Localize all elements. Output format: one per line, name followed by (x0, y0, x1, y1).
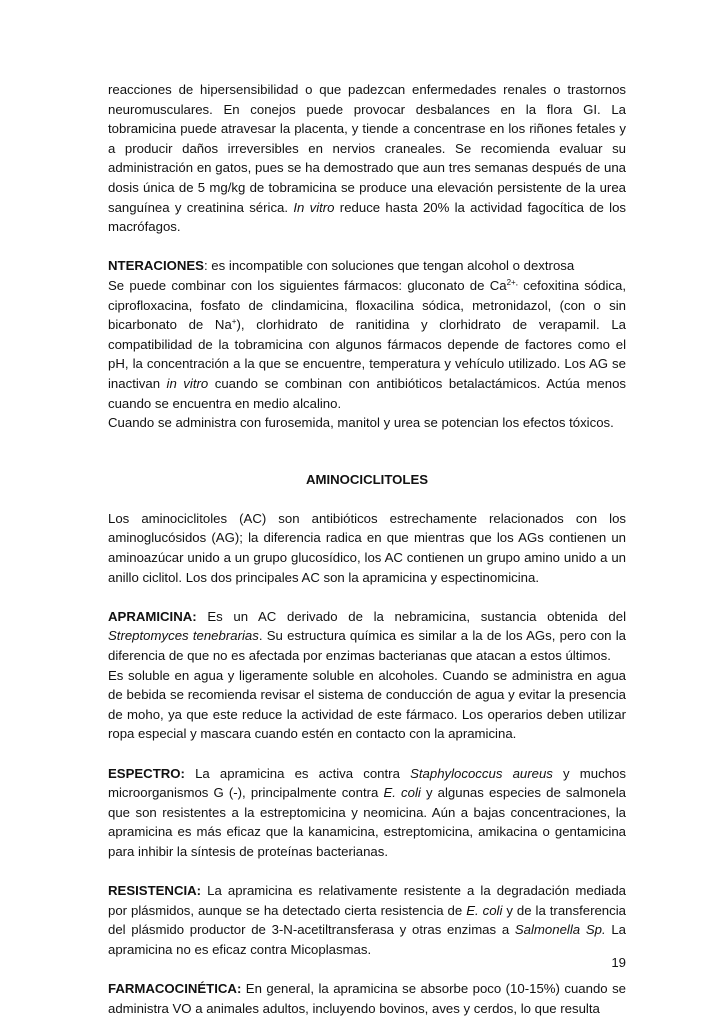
paragraph-farmacocinetica: FARMACOCINÉTICA: En general, la apramicina se absorbe poco (10-15%) cuando se administra VO a animales adultos, incluyendo bovinos, aves y cerdos, lo que resulta (108, 981, 626, 1016)
document-body (108, 80, 626, 1018)
spacer (108, 237, 626, 257)
paragraph-apramicina: APRAMICINA: Es un AC derivado de la nebramicina, sustancia obtenida del Streptomyces tenebrarias. Su estructura química es similar a la de los AGs, pero con la diferencia de que no es afectada por enzimas bacterianas que atacan a estos últimos. (108, 608, 626, 664)
paragraph-tobramicina-efectos: reacciones de hipersensibilidad o que padezcan enfermedades renales o trastornos neuromusculares. En conejos puede provocar desbalances en la flora GI. La tobramicina puede atravesar la placenta, y tiende a concentrase en los riñones fetales y a producir daños irreversibles en nervios craneales. Se recomienda evaluar su administración en gatos, pues se ha demostrado que aun tres semanas después de una dosis única de 5 mg/kg de tobramicina se produce una elevación persistente de la urea sanguínea y creatinina sérica. In vitro reduce hasta 20% la actividad fagocítica de los macrófagos. (108, 82, 627, 235)
spacer (108, 862, 626, 882)
page-number: 19 (611, 955, 626, 970)
paragraph-interacciones: NTERACIONES: es incompatible con soluciones que tengan alcohol o dextrosa (108, 258, 575, 274)
paragraph-furosemida: Cuando se administra con furosemida, manitol y urea se potencian los efectos tóxicos. (108, 415, 614, 431)
spacer (108, 960, 626, 980)
paragraph-solubilidad: Es soluble en agua y ligeramente soluble en alcoholes. Cuando se administra en agua de bebida se recomienda revisar el sistema de conducción de agua y evitar la presencia de moho, ya que este reduce la actividad de este fármaco. Los operarios deben utilizar ropa especial y mascara cuando estén en contacto con la apramicina. (108, 667, 626, 742)
paragraph-compatibilidad: Se puede combinar con los siguientes fármacos: gluconato de $Ca^{2+,}$ cefoxitina sódica, ciprofloxacina, fosfato de clindamicina, floxacilina sódica, metronidazol, (con o sin bicarbonato de Na+), clorhidrato de ranitidina y clorhidrato de verapamil. La compatibilidad de la tobramicina con algunos fármacos depende de factores como el pH, la concentración a la que se encuentre, temperatura y vehículo utilizado. Los AG se inactivan in vitro cuando se combinan con antibióticos betalactámicos. Actúa menos cuando se encuentra en medio alcalino. (108, 277, 627, 411)
interacciones-label: NTERACIONES (108, 258, 204, 274)
spacer (108, 433, 626, 470)
paragraph-aminociclitoles: Los aminociclitoles (AC) son antibióticos estrechamente relacionados con los aminoglucósidos (AG); la diferencia radica en que mientras que los AGs contienen un aminoazúcar unido a un grupo glucosídico, los AC contienen un grupo amino unido a un anillo ciclitol. Los dos principales AC son la apramicina y espectinomicina. (108, 510, 626, 585)
spacer (108, 744, 626, 764)
section-title: AMINOCICLITOLES (305, 471, 429, 487)
farmacocinetica-label: FARMACOCINÉTICA: (108, 981, 242, 997)
resistencia-label: RESISTENCIA: (108, 883, 202, 899)
espectro-label: ESPECTRO: (108, 765, 185, 781)
spacer (108, 587, 626, 607)
paragraph-resistencia: RESISTENCIA: La apramicina es relativamente resistente a la degradación mediada por plásmidos, aunque se ha detectado cierta resistencia de E. coli y de la transferencia del plásmido productor de 3-N-acetiltransferasa y otras enzimas a Salmonella Sp. La apramicina no es eficaz contra Micoplasmas. (108, 883, 627, 957)
apramicina-label: APRAMICINA: (108, 608, 197, 624)
paragraph-espectro: ESPECTRO: La apramicina es activa contra Staphylococcus aureus y muchos microorganismos G (-), principalmente contra E. coli y algunas especies de salmonela que son resistentes a la estreptomicina y neomicina. Aún a bajas concentraciones, la apramicina es más eficaz que la kanamicina, estreptomicina, amikacina o gentamicina para inhibir la síntesis de proteínas bacterianas. (108, 765, 626, 859)
spacer (108, 489, 626, 509)
